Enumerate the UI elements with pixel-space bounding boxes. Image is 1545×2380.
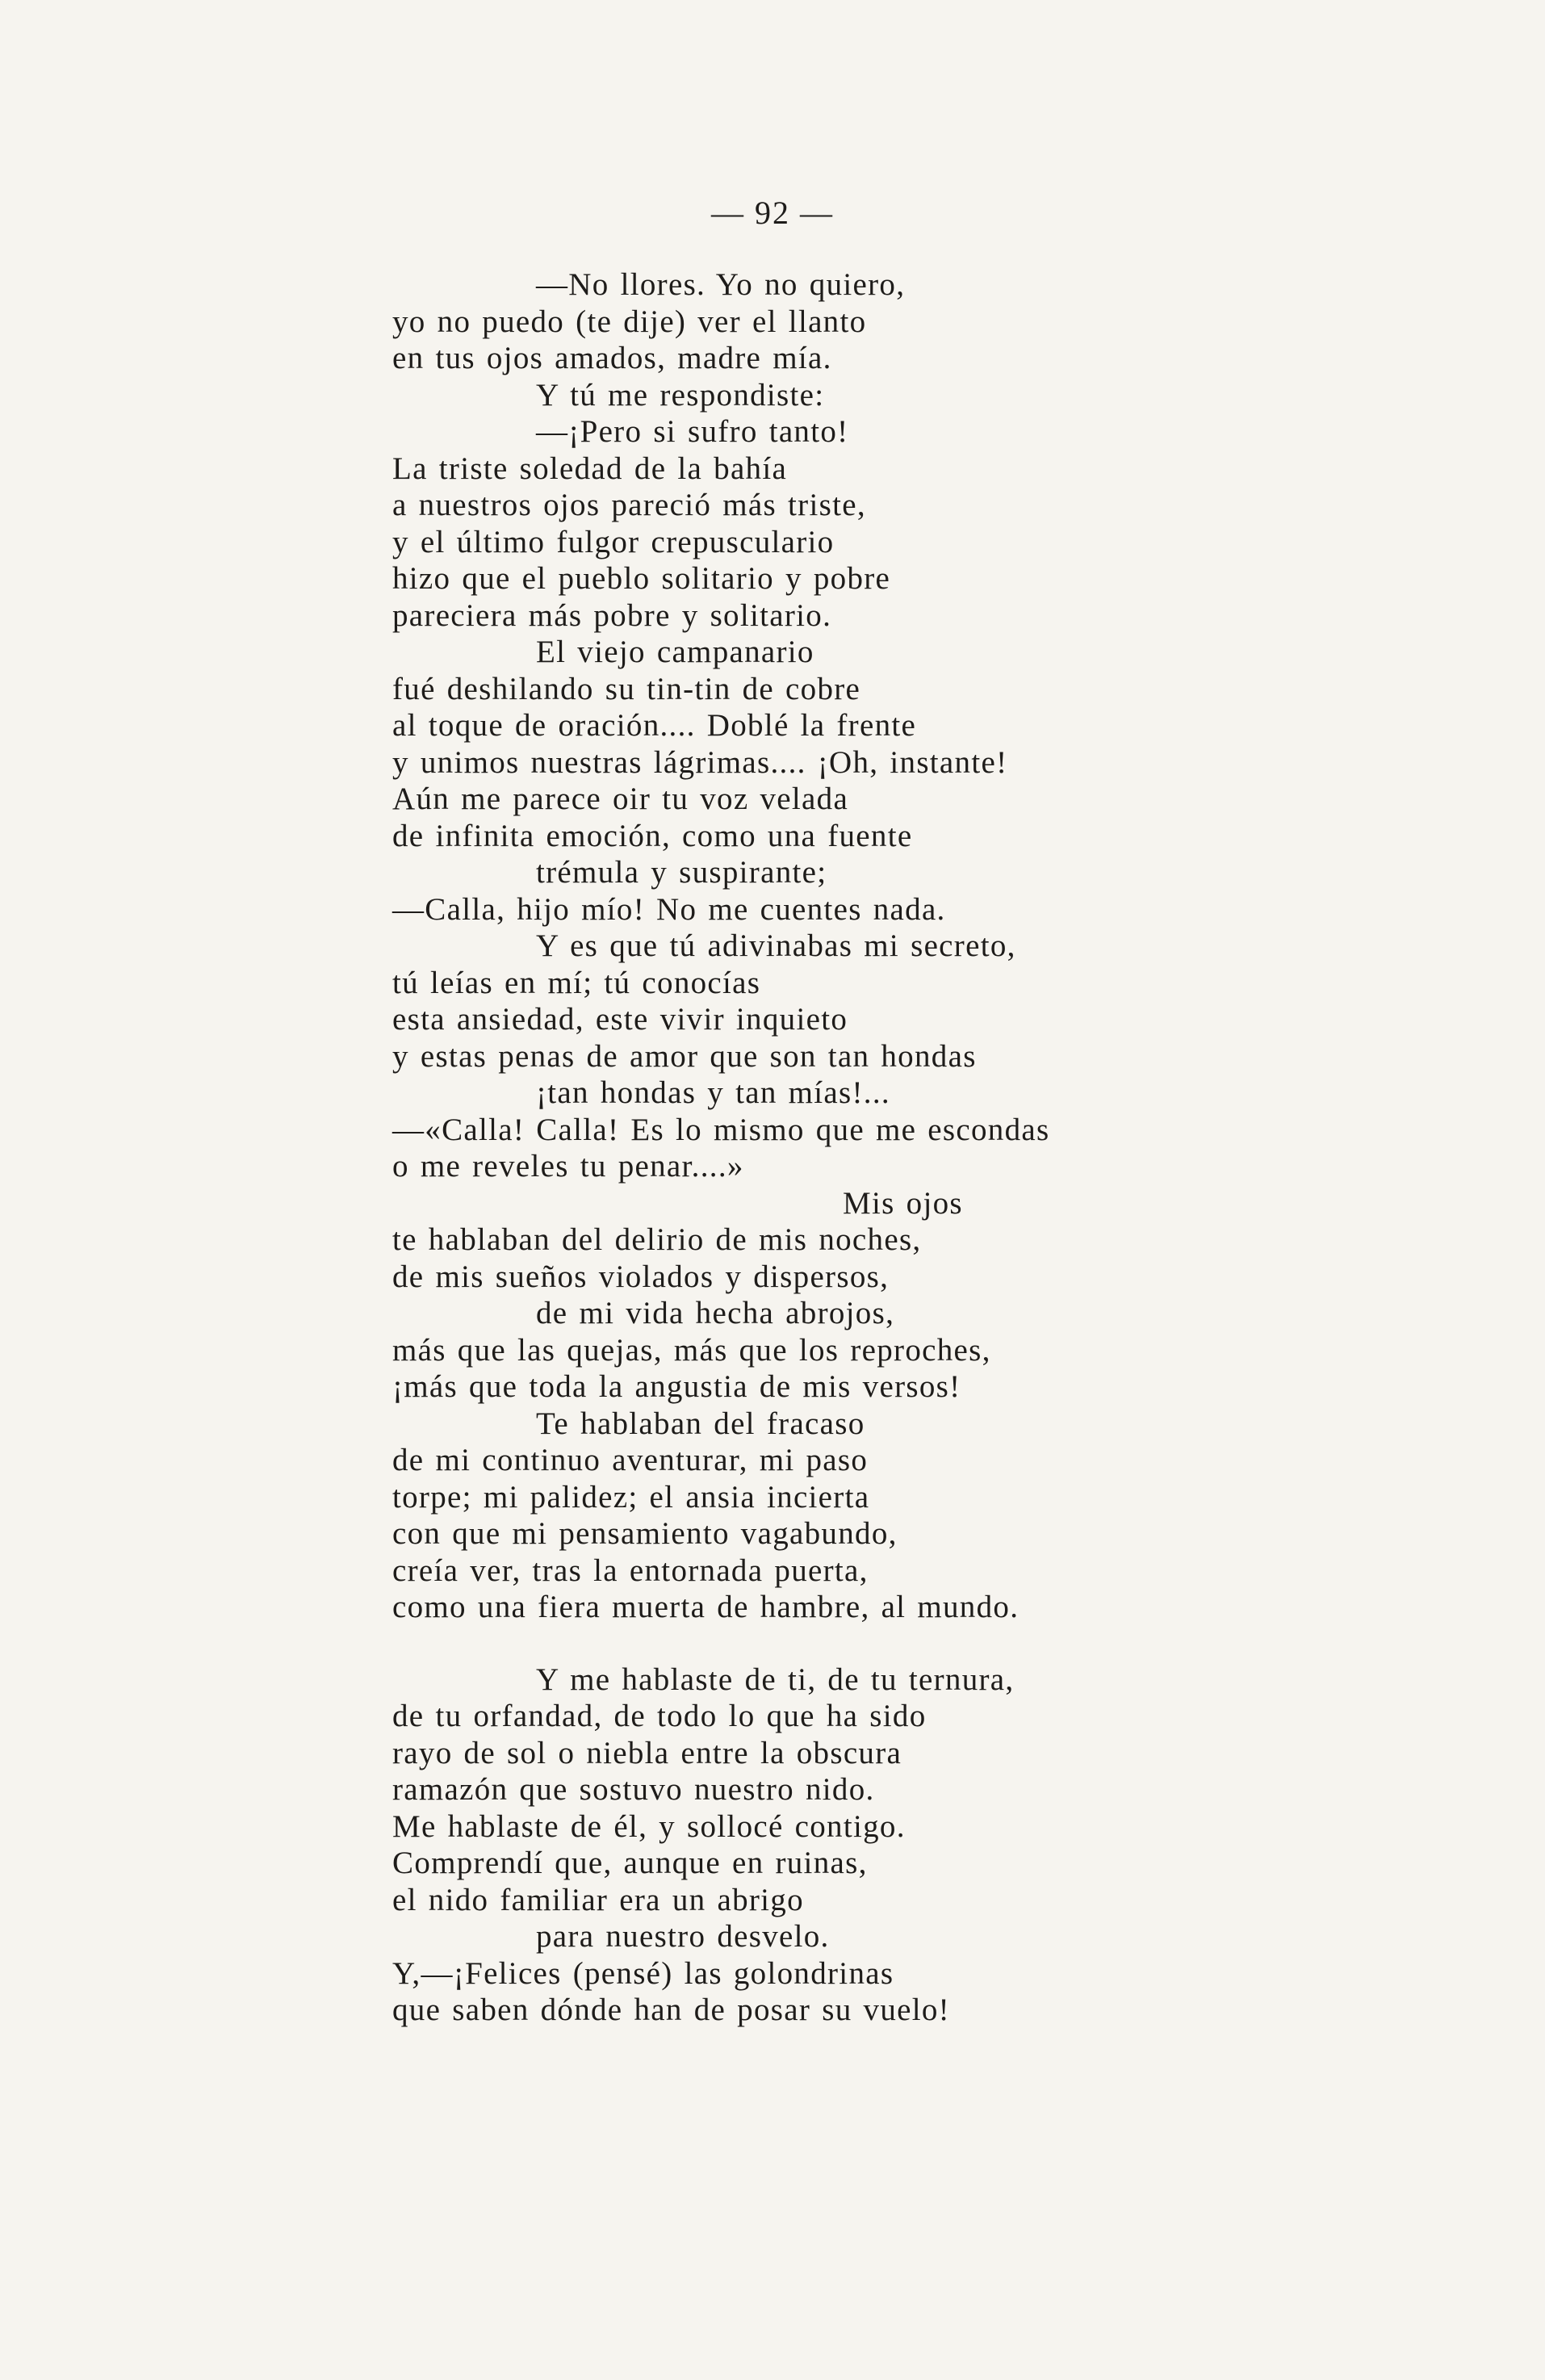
verse-line: de mi vida hecha abrojos,	[536, 1296, 895, 1330]
verse-line: y unimos nuestras lágrimas.... ¡Oh, instante!	[392, 744, 1008, 780]
verse-line: como una fiera muerta de hambre, al mundo.	[392, 1590, 1020, 1624]
verse-line: Te hablaban del fracaso	[536, 1406, 865, 1441]
verse-line: trémula y suspirante;	[536, 855, 827, 890]
verse-line: más que las quejas, más que los reproches,	[392, 1332, 991, 1368]
verse-line: hizo que el pueblo solitario y pobre	[392, 561, 891, 596]
verse-line: Y me hablaste de ti, de tu ternura,	[536, 1661, 1015, 1697]
verse-line: —«Calla! Calla! Es lo mismo que me escondas	[392, 1112, 1050, 1147]
verse-line: Y es que tú adivinabas mi secreto,	[536, 928, 1016, 963]
verse-line: Y,—¡Felices (pensé) las golondrinas	[392, 1955, 894, 1991]
verse-line: a nuestros ojos pareció más triste,	[392, 488, 866, 522]
poem-body	[392, 266, 1200, 2029]
verse-line: ¡más que toda la angustia de mis versos!	[392, 1369, 961, 1404]
stanza	[392, 1661, 1200, 2029]
verse-line: te hablaban del delirio de mis noches,	[392, 1222, 922, 1257]
verse-line: que saben dónde han de posar su vuelo!	[392, 1992, 950, 2027]
verse-line: de mis sueños violados y dispersos,	[392, 1259, 890, 1294]
verse-line: Me hablaste de él, y sollocé contigo.	[392, 1808, 906, 1844]
verse-line: esta ansiedad, este vivir inquieto	[392, 1002, 848, 1037]
verse-line: o me reveles tu penar....»	[392, 1149, 744, 1184]
verse-line: de infinita emoción, como una fuente	[392, 818, 913, 853]
verse-line: rayo de sol o niebla entre la obscura	[392, 1735, 902, 1770]
verse-line: ¡tan hondas y tan mías!...	[536, 1075, 890, 1110]
verse-line: Y tú me respondiste:	[536, 377, 825, 413]
stanza	[392, 266, 1200, 1626]
verse-line: de tu orfandad, de todo lo que ha sido	[392, 1699, 927, 1733]
verse-line: creía ver, tras la entornada puerta,	[392, 1552, 869, 1588]
verse-line: La triste soledad de la bahía	[392, 450, 788, 486]
verse-line: el nido familiar era un abrigo	[392, 1882, 804, 1917]
verse-line: —No llores. Yo no quiero,	[536, 267, 906, 302]
verse-line: fué deshilando su tin-tin de cobre	[392, 671, 861, 706]
verse-line: yo no puedo (te dije) ver el llanto	[392, 304, 867, 339]
verse-line: y estas penas de amor que son tan hondas	[392, 1038, 977, 1074]
verse-line: y el último fulgor crepusculario	[392, 524, 835, 559]
verse-line: Comprendí que, aunque en ruinas,	[392, 1846, 868, 1880]
verse-line: pareciera más pobre y solitario.	[392, 597, 832, 633]
verse-line: de mi continuo aventurar, mi paso	[392, 1443, 869, 1477]
page-number: — 92 —	[711, 195, 834, 231]
verse-line: Mis ojos	[843, 1185, 963, 1221]
verse-line: El viejo campanario	[536, 635, 814, 669]
verse-line: para nuestro desvelo.	[536, 1919, 830, 1954]
verse-line: —Calla, hijo mío! No me cuentes nada.	[392, 891, 946, 927]
verse-line: con que mi pensamiento vagabundo,	[392, 1516, 898, 1551]
verse-line: torpe; mi palidez; el ansia incierta	[392, 1479, 870, 1515]
verse-line: Aún me parece oir tu voz velada	[392, 781, 849, 816]
verse-line: en tus ojos amados, madre mía.	[392, 341, 832, 375]
verse-line: —¡Pero si sufro tanto!	[536, 414, 849, 449]
verse-line: al toque de oración.... Doblé la frente	[392, 708, 917, 743]
verse-line: tú leías en mí; tú conocías	[392, 965, 761, 1000]
verse-line: ramazón que sostuvo nuestro nido.	[392, 1772, 875, 1807]
